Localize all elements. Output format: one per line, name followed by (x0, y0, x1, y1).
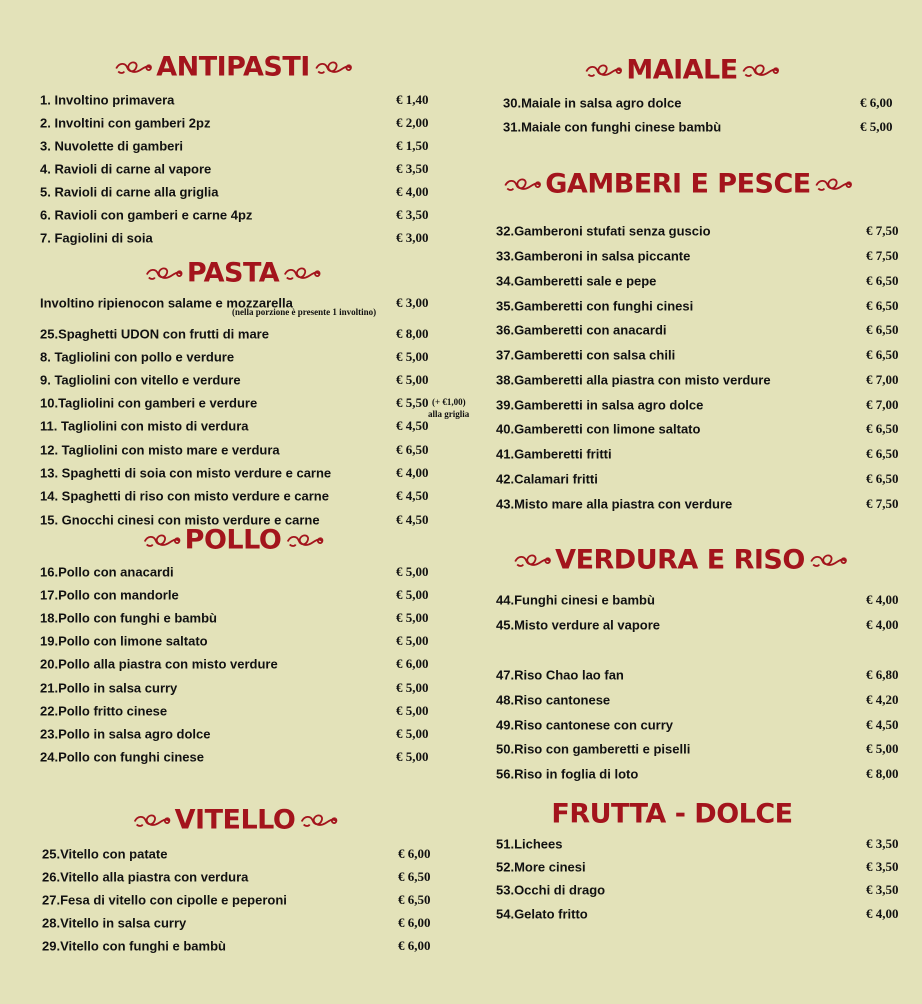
menu-item-name: 51.Lichees (496, 836, 563, 852)
swirl-ornament-icon (133, 812, 171, 828)
menu-item-price: € 5,00 (396, 372, 429, 387)
section-title: POLLO (184, 524, 282, 556)
menu-item-price: € 6,50 (398, 892, 431, 907)
menu-item-name: 26.Vitello alla piastra con verdura (42, 869, 249, 885)
menu-item-name: 56.Riso in foglia di loto (496, 766, 639, 782)
menu-item-price: € 7,50 (866, 223, 899, 238)
menu-item-price: € 6,50 (866, 471, 899, 486)
menu-item-price: € 3,50 (866, 859, 899, 874)
menu-item-note: (nella porzione è presente 1 involtino) (232, 307, 377, 317)
menu-item-name: 36.Gamberetti con anacardi (496, 322, 667, 338)
menu-item-name: 22.Pollo fritto cinese (40, 703, 168, 719)
menu-item-price: € 7,00 (866, 397, 899, 412)
swirl-ornament-icon (143, 532, 181, 548)
menu-item-price: € 6,50 (396, 442, 429, 457)
menu-item-name: 4. Ravioli di carne al vapore (40, 161, 212, 177)
menu-item-price: € 6,00 (396, 656, 429, 671)
menu-item-price: € 4,00 (866, 617, 899, 632)
menu-item-price: € 8,00 (396, 326, 429, 341)
menu-item-name: 5. Ravioli di carne alla griglia (40, 184, 219, 200)
swirl-ornament-icon (584, 62, 622, 78)
menu-item-name: 54.Gelato fritto (496, 906, 588, 922)
section-title: VERDURA E RISO (555, 544, 805, 576)
section-heading-verdura (513, 545, 847, 576)
menu-item-name: 35.Gamberetti con funghi cinesi (496, 298, 694, 314)
menu-item-name: 8. Tagliolini con pollo e verdure (40, 349, 235, 365)
menu-item-price: € 1,50 (396, 138, 429, 153)
section-title: FRUTTA - DOLCE (551, 798, 793, 830)
menu-item-name: 6. Ravioli con gamberi e carne 4pz (40, 207, 253, 223)
menu-item-price: € 6,50 (866, 347, 899, 362)
menu-item-price: € 5,00 (396, 703, 429, 718)
menu-item-name: 45.Misto verdure al vapore (496, 617, 661, 633)
menu-item-name: 10.Tagliolini con gamberi e verdure (40, 395, 258, 411)
menu-item-name: 15. Gnocchi cinesi con misto verdure e carne (40, 512, 320, 528)
menu-item-price: € 1,40 (396, 92, 429, 107)
menu-item-price: € 3,00 (396, 295, 429, 310)
section-title: PASTA (186, 257, 280, 289)
menu-item-name: 38.Gamberetti alla piastra con misto verdure (496, 372, 771, 388)
menu-item-price: € 5,00 (396, 749, 429, 764)
menu-item-price: € 4,00 (866, 592, 899, 607)
menu-item-extra: alla griglia (428, 409, 470, 419)
menu-item-price: € 8,00 (866, 766, 899, 781)
swirl-ornament-icon (299, 812, 337, 828)
menu-item-price: € 4,00 (866, 906, 899, 921)
menu-item-price: € 3,50 (866, 836, 899, 851)
menu-item-name: 3. Nuvolette di gamberi (40, 138, 184, 154)
menu-item-name: 29.Vitello con funghi e bambù (42, 938, 226, 954)
section-heading-maiale (584, 55, 779, 86)
menu-item-price: € 5,00 (396, 680, 429, 695)
menu-item-name: 27.Fesa di vitello con cipolle e peperoni (42, 892, 287, 908)
menu-item-name: 48.Riso cantonese (496, 692, 611, 708)
swirl-ornament-icon (815, 176, 853, 192)
menu-item-name: 9. Tagliolini con vitello e verdure (40, 372, 241, 388)
menu-item-price: € 5,00 (396, 726, 429, 741)
menu-item-price: € 4,50 (396, 418, 429, 433)
menu-item-name: 14. Spaghetti di riso con misto verdure e carne (40, 488, 329, 504)
menu-item-price: € 2,00 (396, 115, 429, 130)
menu-item-name: 18.Pollo con funghi e bambù (40, 610, 217, 626)
menu-item-name: 24.Pollo con funghi cinese (40, 749, 204, 765)
section-title: GAMBERI E PESCE (545, 168, 811, 200)
menu-item-price: € 6,50 (866, 298, 899, 313)
menu-item-price: € 6,00 (398, 938, 431, 953)
swirl-ornament-icon (285, 532, 323, 548)
menu-item-name: 2. Involtini con gamberi 2pz (40, 115, 211, 131)
menu-item-price: € 5,50 (396, 395, 429, 410)
swirl-ornament-icon (145, 265, 183, 281)
menu-item-name: 20.Pollo alla piastra con misto verdure (40, 656, 278, 672)
menu-item-name: 13. Spaghetti di soia con misto verdure e carne (40, 465, 332, 481)
menu-item-price: € 4,50 (396, 512, 429, 527)
section-heading-pasta (145, 258, 321, 289)
menu-item-price: € 3,00 (396, 230, 429, 245)
menu-item-price: € 3,50 (396, 161, 429, 176)
menu-item-name: 49.Riso cantonese con curry (496, 717, 674, 733)
menu-item-name: 25.Vitello con patate (42, 846, 168, 862)
menu-item-price: € 4,50 (866, 717, 899, 732)
section-heading-pollo (143, 525, 324, 556)
menu-item-name: 34.Gamberetti sale e pepe (496, 273, 657, 289)
menu-item-name: 33.Gamberoni in salsa piccante (496, 248, 691, 264)
menu-item-price: € 3,50 (866, 882, 899, 897)
menu-item-price: € 4,50 (396, 488, 429, 503)
menu-item-price: € 3,50 (396, 207, 429, 222)
menu-item-price: € 4,20 (866, 692, 899, 707)
menu-item-price: € 5,00 (396, 564, 429, 579)
swirl-ornament-icon (314, 59, 352, 75)
menu-item-name: 31.Maiale con funghi cinese bambù (503, 119, 722, 135)
section-heading-antipasti (114, 52, 352, 83)
section-heading-gamberi (503, 169, 852, 200)
menu-item-name: 39.Gamberetti in salsa agro dolce (496, 397, 704, 413)
menu-item-name: 47.Riso Chao lao fan (496, 667, 624, 683)
menu-item-name: 42.Calamari fritti (496, 471, 598, 487)
menu-item-price: € 5,00 (396, 610, 429, 625)
menu-item-name: 37.Gamberetti con salsa chili (496, 347, 676, 363)
menu-item-name: 43.Misto mare alla piastra con verdure (496, 496, 733, 512)
menu-item-price: € 5,00 (396, 587, 429, 602)
menu-item-name: 28.Vitello in salsa curry (42, 915, 187, 931)
menu-item-price: € 6,00 (398, 915, 431, 930)
menu-item-name: 23.Pollo in salsa agro dolce (40, 726, 211, 742)
menu-item-name: 12. Tagliolini con misto mare e verdura (40, 442, 280, 458)
menu-item-price: € 4,00 (396, 184, 429, 199)
menu-item-name: 40.Gamberetti con limone saltato (496, 421, 701, 437)
menu-item-name: 32.Gamberoni stufati senza guscio (496, 223, 711, 239)
section-heading-vitello (133, 805, 338, 836)
menu-item-price: € 6,00 (398, 846, 431, 861)
menu-item-price: € 6,50 (866, 421, 899, 436)
menu-item-name: 1. Involtino primavera (40, 92, 175, 108)
menu-item-price: € 7,50 (866, 248, 899, 263)
menu-item-price: € 6,80 (866, 667, 899, 682)
menu-item-price: € 7,50 (866, 496, 899, 511)
menu-item-price: € 5,00 (866, 741, 899, 756)
menu-item-name: 25.Spaghetti UDON con frutti di mare (40, 326, 269, 342)
menu-item-price: € 5,00 (396, 349, 429, 364)
menu-item-name: 41.Gamberetti fritti (496, 446, 612, 462)
menu-item-price: € 6,50 (866, 322, 899, 337)
section-title: MAIALE (626, 54, 738, 86)
menu-item-name: 16.Pollo con anacardi (40, 564, 174, 580)
swirl-ornament-icon (283, 265, 321, 281)
swirl-ornament-icon (513, 552, 551, 568)
swirl-ornament-icon (809, 552, 847, 568)
menu-item-price: € 6,00 (860, 95, 893, 110)
section-title: ANTIPASTI (156, 51, 310, 83)
menu-item-extra: (+ €1,00) (432, 397, 466, 407)
menu-item-name: 11. Tagliolini con misto di verdura (40, 418, 249, 434)
menu-item-name: 17.Pollo con mandorle (40, 587, 179, 603)
menu-item-price: € 5,00 (860, 119, 893, 134)
menu-item-price: € 6,50 (398, 869, 431, 884)
menu-item-price: € 6,50 (866, 273, 899, 288)
swirl-ornament-icon (742, 62, 780, 78)
section-title: VITELLO (174, 804, 296, 836)
swirl-ornament-icon (503, 176, 541, 192)
menu-item-price: € 4,00 (396, 465, 429, 480)
menu-item-name: 21.Pollo in salsa curry (40, 680, 178, 696)
menu-item-name: 50.Riso con gamberetti e piselli (496, 741, 691, 757)
menu-item-name: 44.Funghi cinesi e bambù (496, 592, 655, 608)
section-heading-frutta (551, 799, 792, 830)
menu-item-name: 19.Pollo con limone saltato (40, 633, 208, 649)
menu-item-price: € 5,00 (396, 633, 429, 648)
menu-item-name: 7. Fagiolini di soia (40, 230, 153, 246)
menu-item-name: Involtino ripienocon salame e mozzarella (40, 295, 293, 311)
menu-item-price: € 7,00 (866, 372, 899, 387)
menu-item-name: 30.Maiale in salsa agro dolce (503, 95, 682, 111)
swirl-ornament-icon (114, 59, 152, 75)
menu-item-name: 52.More cinesi (496, 859, 586, 875)
menu-item-name: 53.Occhi di drago (496, 882, 606, 898)
menu-item-price: € 6,50 (866, 446, 899, 461)
